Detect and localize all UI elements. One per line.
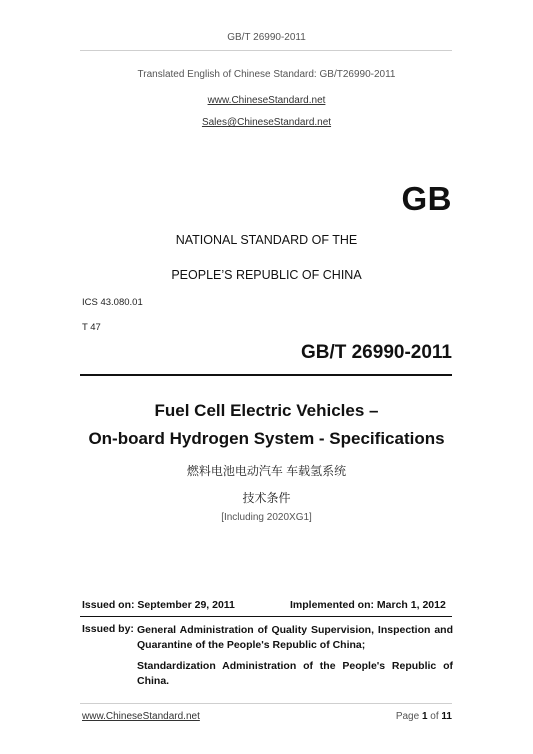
page-total: 11 xyxy=(441,711,452,722)
classification-code: T 47 xyxy=(82,322,101,333)
standard-number: GB/T 26990-2011 xyxy=(300,342,452,363)
email-link[interactable]: Sales@ChineseStandard.net xyxy=(201,117,332,128)
ics-code: ICS 43.080.01 xyxy=(82,297,143,308)
title-line1: Fuel Cell Electric Vehicles – xyxy=(154,401,379,420)
page-number: 1 xyxy=(421,711,428,722)
header-divider xyxy=(80,50,452,51)
title-line2: On-board Hydrogen System - Specifications xyxy=(88,429,445,448)
website-link-row xyxy=(0,90,533,108)
implemented-date: Implemented on: March 1, 2012 xyxy=(290,599,446,611)
including-note: [Including 2020XG1] xyxy=(221,512,312,523)
website-link[interactable]: www.ChineseStandard.net xyxy=(207,95,326,106)
footer-divider xyxy=(80,703,452,704)
footer-website-link[interactable]: www.ChineseStandard.net xyxy=(82,711,200,722)
national-standard-line2: PEOPLE’S REPUBLIC OF CHINA xyxy=(171,268,362,282)
email-link-row xyxy=(0,112,533,130)
issued-date: Issued on: September 29, 2011 xyxy=(82,599,235,611)
national-standard-line1: NATIONAL STANDARD OF THE xyxy=(175,233,358,247)
of-label: of xyxy=(430,711,439,722)
dates-divider xyxy=(80,616,452,617)
gb-mark: GB xyxy=(401,180,452,217)
issuing-org-2: Standardization Administration of the People's Republic of China. xyxy=(137,660,453,687)
issued-by-label: Issued by: xyxy=(82,623,134,635)
translation-note: Translated English of Chinese Standard: GB/T26990-2011 xyxy=(137,69,396,80)
issuing-org-1: General Administration of Quality Supervision, Inspection and Quarantine of the People's Republic of China; xyxy=(137,624,453,651)
page-indicator xyxy=(396,711,452,722)
page-label: Page xyxy=(395,711,420,722)
chinese-title-line2: 技术条件 xyxy=(242,491,291,505)
title-divider xyxy=(80,374,452,376)
running-header: GB/T 26990-2011 xyxy=(227,32,306,43)
chinese-title-line1: 燃料电池电动汽车 车载氢系统 xyxy=(186,464,347,478)
